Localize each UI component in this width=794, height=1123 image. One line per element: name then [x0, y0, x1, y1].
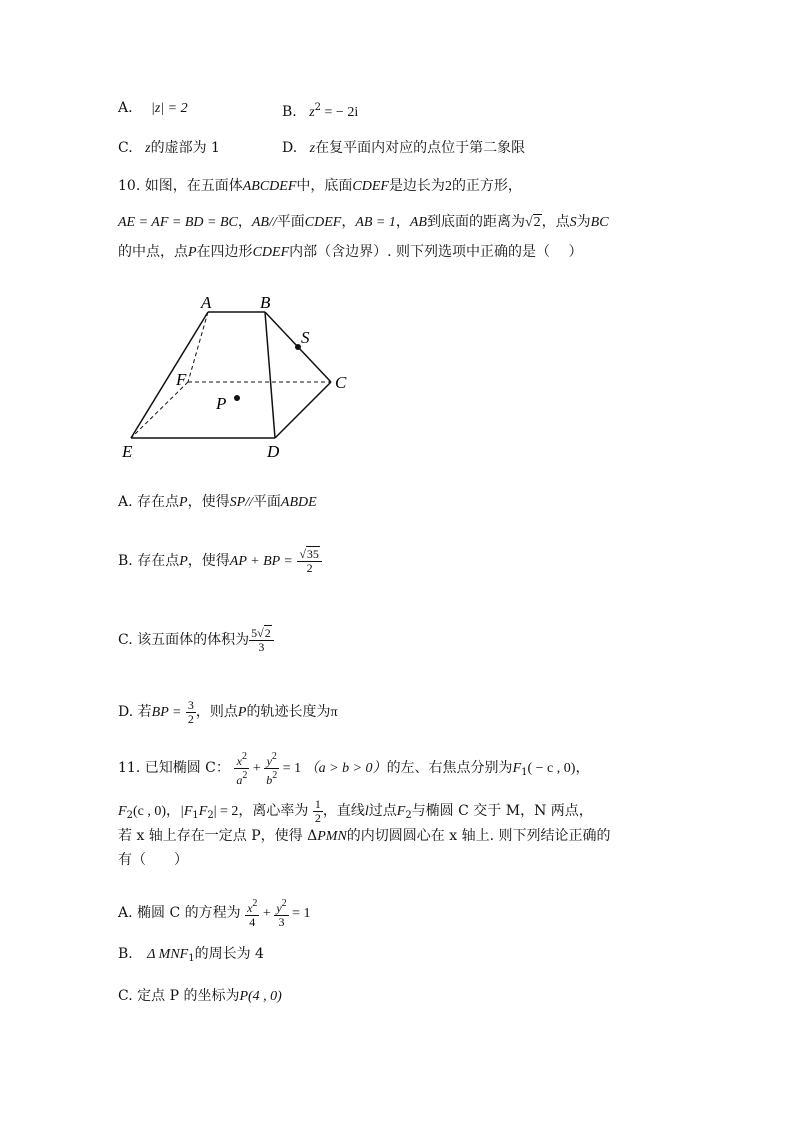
edge-ae [131, 312, 208, 438]
q10-option-d: D. 若BP = $\frac{3}{2}$ ，则点P的轨迹长度为π [118, 697, 338, 726]
q9-option-c: C. z的虚部为 1 [118, 140, 220, 156]
edge-af-hidden [188, 312, 208, 382]
q11-option-b: B. Δ $MNF_1$的周长为 4 [118, 946, 264, 964]
q11-option-c: C. 定点 P 的坐标为P(4 , 0) [118, 988, 282, 1004]
q10-stem-line2: AE = AF = BD = BC，AB//平面CDEF，AB = 1，AB到底面的距离为√2，点S为BC [118, 212, 609, 233]
ellipse-answer-y-term: $\frac{y^2}{3}$ [276, 898, 287, 929]
label-e: E [122, 442, 133, 461]
q9-option-a: A. |z| = 2 [118, 100, 188, 116]
ellipse-answer-x-term: $\frac{x^2}{4}$ [247, 898, 258, 929]
q11-stem-line1: 11. 已知椭圆 C： $\frac{x^2}{a^2}$ + $\frac{y^2}{b^2}$ = 1 （a > b > 0）的左、右焦点分别为$F_1( - c$ , 0)， [118, 750, 590, 787]
q11-option-a: A. 椭圆 C 的方程为 $\frac{x^2}{4}$ + $\frac{y^2}{3}$ = 1 [118, 898, 311, 929]
label-d: D [267, 442, 280, 461]
ellipse-x-term: $\frac{x^2}{a^2}$ [236, 750, 248, 787]
edge-dc [275, 382, 331, 438]
q10-stem-line3: 的中点，点P在四边形CDEF内部（含边界）. 则下列选项中正确的是（ ） [118, 244, 583, 260]
fraction-5sqrt2-over-3: $\frac{5√2}{3}$ [249, 627, 274, 654]
label-p: P [216, 394, 227, 413]
q10-option-b: B. 存在点P，使得AP + BP = $\frac{√35}{2}$ [118, 541, 322, 582]
sqrt-2: √2 [524, 215, 541, 230]
label-c: C [335, 373, 347, 392]
q10-stem-line1: 10. 如图，在五面体ABCDEF中，底面CDEF是边长为2的正方形， [118, 178, 522, 194]
q9-option-d: D. z在复平面内对应的点位于第二象限 [282, 140, 526, 156]
edge-bd [265, 312, 275, 438]
label-a: A [201, 293, 212, 312]
pentahedron-figure [110, 285, 370, 470]
q9-option-b: B. $z^2$ = − 2i [282, 102, 359, 120]
q11-stem-line3: 若 x 轴上存在一定点 P，使得 ΔPMN的内切圆圆心在 x 轴上. 则下列结论正确的 [118, 828, 611, 844]
ellipse-y-term: $\frac{y^2}{b^2}$ [266, 750, 278, 787]
fraction-3-over-2: $\frac{3}{2}$ [187, 697, 194, 726]
q11-stem-line2: $F_2(c$ , 0)，$|F_1F_2| = 2$，离心率为 $\frac{1}{2}$ ，直线l过点$F_2$与椭圆 C 交于 M，N 两点， [118, 796, 593, 825]
point-p [234, 395, 240, 401]
q10-option-a: A. 存在点P，使得SP//平面ABDE [118, 494, 317, 510]
label-s: S [301, 328, 310, 347]
fraction-sqrt35-over-2: $\frac{√35}{2}$ [297, 548, 322, 575]
fraction-1-over-2: $\frac{1}{2}$ [314, 796, 321, 825]
q11-stem-line4: 有（ ） [118, 852, 188, 868]
label-b: B [260, 293, 271, 312]
q10-option-c: C. 该五面体的体积为 $\frac{5√2}{3}$ [118, 620, 274, 660]
label-f: F [176, 370, 187, 389]
